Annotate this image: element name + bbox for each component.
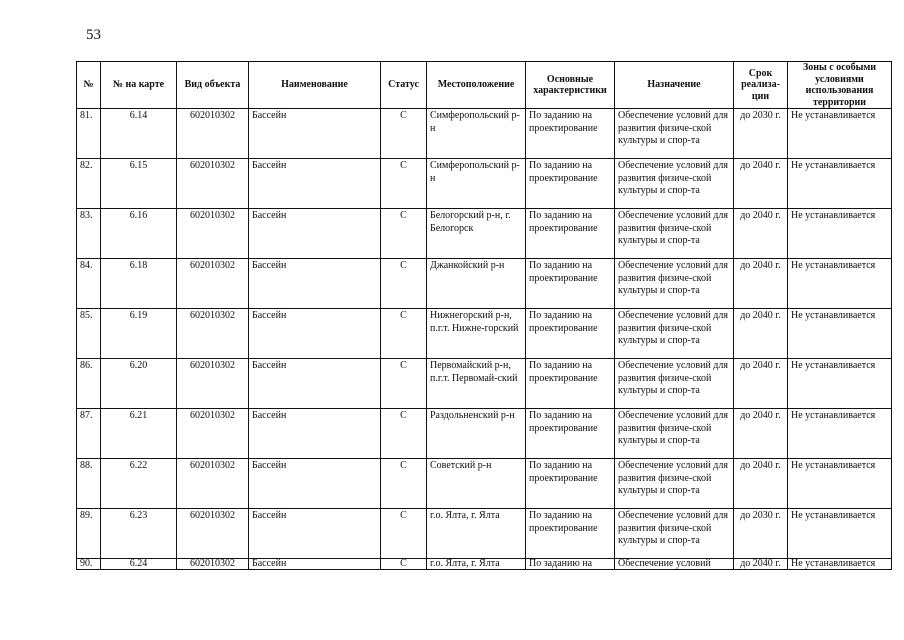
cell-map-num: 6.14 — [101, 109, 177, 159]
cell-purpose: Обеспечение условий для развития физиче-ской культуры и спор-та — [615, 509, 734, 559]
cell-purpose: Обеспечение условий для развития физиче-ской культуры и спор-та — [615, 209, 734, 259]
cell-zones: Не устанавливается — [788, 409, 892, 459]
header-status: Статус — [381, 62, 427, 109]
cell-location: Симферопольский р-н — [427, 159, 526, 209]
cell-num: 81. — [77, 109, 101, 159]
cell-num: 84. — [77, 259, 101, 309]
cell-deadline: до 2040 г. — [734, 209, 788, 259]
cell-location: г.о. Ялта, г. Ялта — [427, 509, 526, 559]
cell-zones: Не устанавливается — [788, 309, 892, 359]
table-row — [77, 259, 892, 309]
cell-characteristics: По заданию на проектирование — [526, 209, 615, 259]
cell-purpose: Обеспечение условий для развития физиче-ской культуры и спор-та — [615, 259, 734, 309]
cell-characteristics: По заданию на проектирование — [526, 409, 615, 459]
cell-location: Нижнегорский р-н, п.г.т. Нижне-горский — [427, 309, 526, 359]
header-characteristics: Основные характеристики — [526, 62, 615, 109]
cell-zones: Не устанавливается — [788, 509, 892, 559]
cell-object-type: 602010302 — [177, 309, 249, 359]
cell-num: 82. — [77, 159, 101, 209]
cell-name: Бассейн — [249, 209, 381, 259]
cell-status: С — [381, 509, 427, 559]
header-name: Наименование — [249, 62, 381, 109]
header-map-num: № на карте — [101, 62, 177, 109]
cell-characteristics: По заданию на проектирование — [526, 509, 615, 559]
cell-status: С — [381, 409, 427, 459]
cell-num: 85. — [77, 309, 101, 359]
cell-status: С — [381, 209, 427, 259]
cell-num: 83. — [77, 209, 101, 259]
cell-map-num: 6.16 — [101, 209, 177, 259]
cell-purpose: Обеспечение условий для развития физиче-ской культуры и спор-та — [615, 409, 734, 459]
table-header-row — [77, 62, 892, 109]
cell-zones: Не устанавливается — [788, 559, 892, 570]
cell-name: Бассейн — [249, 409, 381, 459]
header-deadline: Срок реализа-ции — [734, 62, 788, 109]
cell-location: г.о. Ялта, г. Ялта — [427, 559, 526, 570]
cell-object-type: 602010302 — [177, 509, 249, 559]
cell-status: С — [381, 309, 427, 359]
cell-num: 90. — [77, 559, 101, 570]
table-row — [77, 409, 892, 459]
header-object-type: Вид объекта — [177, 62, 249, 109]
cell-zones: Не устанавливается — [788, 459, 892, 509]
cell-object-type: 602010302 — [177, 159, 249, 209]
cell-purpose: Обеспечение условий для развития физиче-ской культуры и спор-та — [615, 309, 734, 359]
cell-object-type: 602010302 — [177, 559, 249, 570]
cell-map-num: 6.20 — [101, 359, 177, 409]
cell-name: Бассейн — [249, 509, 381, 559]
cell-deadline: до 2040 г. — [734, 559, 788, 570]
cell-num: 88. — [77, 459, 101, 509]
cell-status: С — [381, 359, 427, 409]
cell-characteristics: По заданию на проектирование — [526, 459, 615, 509]
table-row — [77, 159, 892, 209]
header-location: Местоположение — [427, 62, 526, 109]
cell-deadline: до 2040 г. — [734, 259, 788, 309]
table-row — [77, 559, 892, 570]
cell-zones: Не устанавливается — [788, 359, 892, 409]
cell-purpose: Обеспечение условий для развития физиче-ской культуры и спор-та — [615, 109, 734, 159]
cell-location: Симферопольский р-н — [427, 109, 526, 159]
cell-object-type: 602010302 — [177, 409, 249, 459]
cell-deadline: до 2030 г. — [734, 509, 788, 559]
cell-name: Бассейн — [249, 559, 381, 570]
cell-deadline: до 2040 г. — [734, 159, 788, 209]
cell-deadline: до 2040 г. — [734, 309, 788, 359]
cell-zones: Не устанавливается — [788, 259, 892, 309]
cell-map-num: 6.24 — [101, 559, 177, 570]
cell-name: Бассейн — [249, 359, 381, 409]
header-zones: Зоны с особыми условиями использования территории — [788, 62, 892, 109]
cell-object-type: 602010302 — [177, 459, 249, 509]
header-num: № — [77, 62, 101, 109]
cell-name: Бассейн — [249, 259, 381, 309]
cell-characteristics: По заданию на проектирование — [526, 359, 615, 409]
cell-purpose: Обеспечение условий — [615, 559, 734, 570]
cell-map-num: 6.21 — [101, 409, 177, 459]
cell-location: Советский р-н — [427, 459, 526, 509]
cell-status: С — [381, 459, 427, 509]
cell-characteristics: По заданию на проектирование — [526, 259, 615, 309]
cell-status: С — [381, 559, 427, 570]
cell-characteristics: По заданию на — [526, 559, 615, 570]
registry-table — [76, 61, 892, 570]
cell-num: 86. — [77, 359, 101, 409]
cell-status: С — [381, 109, 427, 159]
cell-purpose: Обеспечение условий для развития физиче-ской культуры и спор-та — [615, 359, 734, 409]
cell-name: Бассейн — [249, 459, 381, 509]
cell-location: Джанкойский р-н — [427, 259, 526, 309]
cell-object-type: 602010302 — [177, 359, 249, 409]
cell-num: 89. — [77, 509, 101, 559]
cell-map-num: 6.23 — [101, 509, 177, 559]
cell-map-num: 6.19 — [101, 309, 177, 359]
cell-zones: Не устанавливается — [788, 109, 892, 159]
cell-name: Бассейн — [249, 309, 381, 359]
table-row — [77, 359, 892, 409]
cell-status: С — [381, 259, 427, 309]
table-row — [77, 309, 892, 359]
cell-num: 87. — [77, 409, 101, 459]
cell-zones: Не устанавливается — [788, 159, 892, 209]
cell-purpose: Обеспечение условий для развития физиче-ской культуры и спор-та — [615, 159, 734, 209]
cell-deadline: до 2040 г. — [734, 409, 788, 459]
cell-characteristics: По заданию на проектирование — [526, 109, 615, 159]
cell-location: Белогорский р-н, г. Белогорск — [427, 209, 526, 259]
table-row — [77, 459, 892, 509]
cell-map-num: 6.22 — [101, 459, 177, 509]
cell-name: Бассейн — [249, 109, 381, 159]
cell-status: С — [381, 159, 427, 209]
cell-map-num: 6.18 — [101, 259, 177, 309]
cell-object-type: 602010302 — [177, 209, 249, 259]
cell-deadline: до 2030 г. — [734, 109, 788, 159]
cell-deadline: до 2040 г. — [734, 459, 788, 509]
page-number: 53 — [86, 27, 101, 43]
cell-location: Раздольненский р-н — [427, 409, 526, 459]
table-row — [77, 509, 892, 559]
cell-deadline: до 2040 г. — [734, 359, 788, 409]
cell-characteristics: По заданию на проектирование — [526, 159, 615, 209]
cell-object-type: 602010302 — [177, 259, 249, 309]
cell-characteristics: По заданию на проектирование — [526, 309, 615, 359]
cell-zones: Не устанавливается — [788, 209, 892, 259]
header-purpose: Назначение — [615, 62, 734, 109]
cell-purpose: Обеспечение условий для развития физиче-ской культуры и спор-та — [615, 459, 734, 509]
table-row — [77, 209, 892, 259]
cell-name: Бассейн — [249, 159, 381, 209]
table-row — [77, 109, 892, 159]
cell-object-type: 602010302 — [177, 109, 249, 159]
cell-map-num: 6.15 — [101, 159, 177, 209]
cell-location: Первомайский р-н, п.г.т. Первомай-ский — [427, 359, 526, 409]
